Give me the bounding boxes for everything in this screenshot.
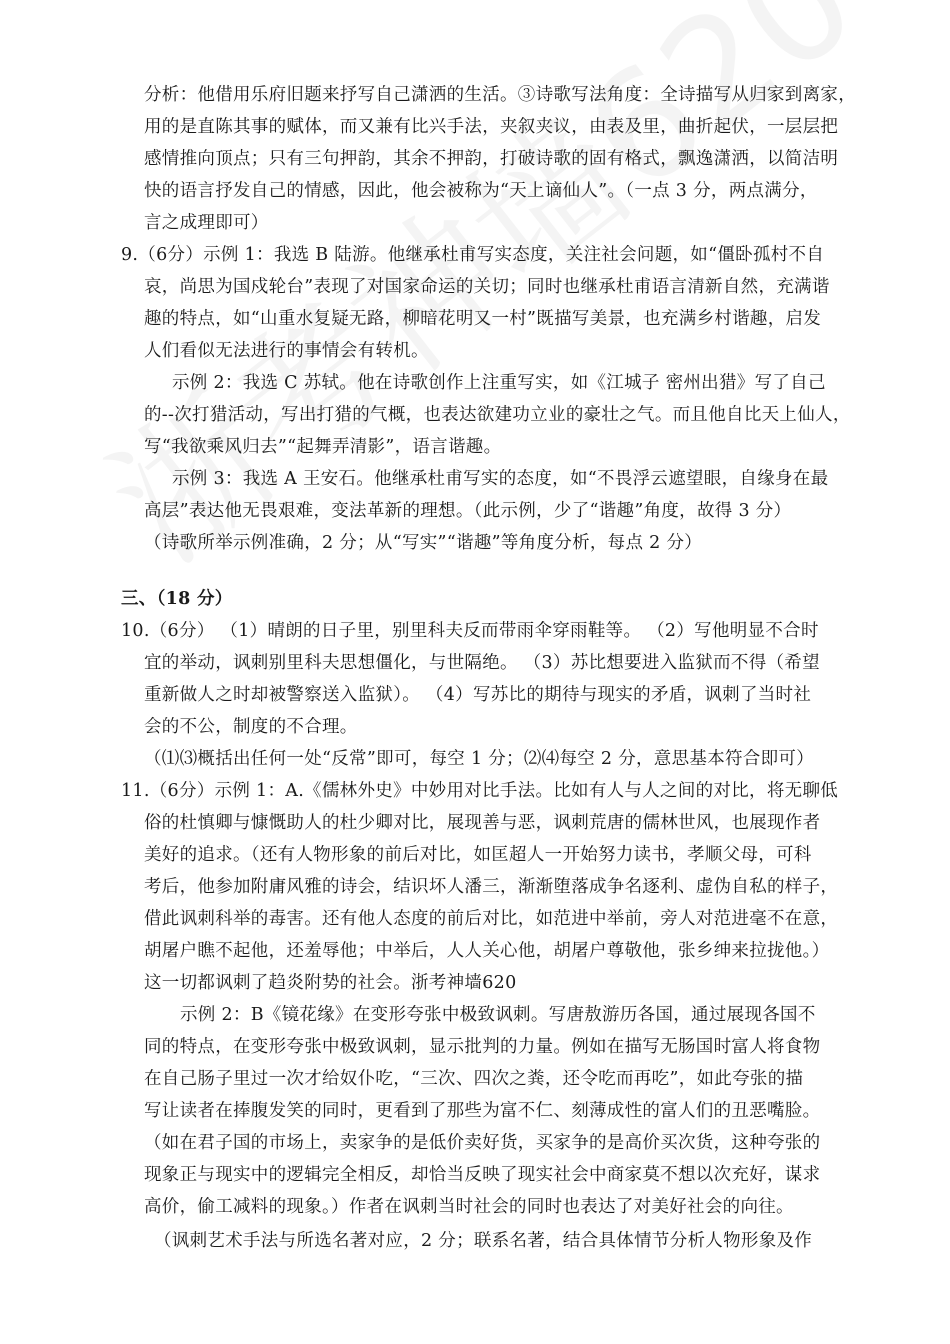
text-line: 同的特点，在变形夸张中极致讽刺，显示批判的力量。例如在描写无肠国时富人将食物 xyxy=(144,1037,821,1057)
text-line: 胡屠户瞧不起他，还羞辱他；中举后，人人关心他，胡屠户尊敬他，张乡绅来拉拢他。） xyxy=(144,941,830,961)
text-line: （⑴⑶概括出任何一处“反常”即可，每空 1 分；⑵⑷每空 2 分，意思基本符合即可） xyxy=(144,749,815,769)
text-line: 宜的举动，讽刺别里科夫思想僵化，与世隔绝。 （3）苏比想要进入监狱而不得（希望 xyxy=(144,653,820,673)
text-line: 感情推向顶点；只有三句押韵，其余不押韵，打破诗歌的固有格式，飘逸潇洒，以简洁明 xyxy=(144,149,839,169)
text-line: 趣的特点，如“山重水复疑无路，柳暗花明又一村”既描写美景，也充满乡村谐趣，启发 xyxy=(144,309,822,329)
text-line: 高层”表达他无畏艰难，变法革新的理想。（此示例，少了“谐趣”角度，故得 3 分） xyxy=(144,501,792,521)
section-heading: 三、（18 分） xyxy=(121,589,233,609)
text-line: 高价，偷工减料的现象。）作者在讽刺当时社会的同时也表达了对美好社会的向往。 xyxy=(144,1197,794,1217)
text-line: 人们看似无法进行的事情会有转机。 xyxy=(144,341,429,361)
text-line: 写让读者在捧腹发笑的同时，更看到了那些为富不仁、刻薄成性的富人们的丑恶嘴脸。 xyxy=(144,1101,821,1121)
question-9-line: 9.（6分）示例 1：我选 B 陆游。他继承杜甫写实态度，关注社会问题，如“僵卧孤村不自 xyxy=(121,245,825,265)
question-11-line: 11.（6分）示例 1：A.《儒林外史》中妙用对比手法。比如有人与人之间的对比，将无聊低 xyxy=(121,781,839,801)
question-10-line: 10.（6分） （1）晴朗的日子里，别里科夫反而带雨伞穿雨鞋等。 （2）写他明显不合时 xyxy=(121,621,819,641)
text-line: 分析：他借用乐府旧题来抒写自己潇洒的生活。③诗歌写法角度：全诗描写从归家到离家， xyxy=(144,85,856,105)
text-line: （讽刺艺术手法与所选名著对应，2 分；联系名著，结合具体情节分析人物形象及作 xyxy=(154,1231,813,1251)
text-line: 写“我欲乘风归去”“起舞弄清影”，语言谐趣。 xyxy=(144,437,502,457)
text-line: 这一切都讽刺了趋炎附势的社会。浙考神墙620 xyxy=(144,973,517,993)
text-line: 考后，他参加附庸风雅的诗会，结识坏人潘三，渐渐堕落成争名逐利、虚伪自私的样子， xyxy=(144,877,839,897)
text-line: （如在君子国的市场上，卖家争的是低价卖好货，买家争的是高价买次货，这种夸张的 xyxy=(144,1133,821,1153)
text-line: 俗的杜慎卿与慷慨助人的杜少卿对比，展现善与恶，讽刺荒唐的儒林世风，也展现作者 xyxy=(144,813,821,833)
text-line: 言之成理即可） xyxy=(144,213,269,233)
text-line: 重新做人之时却被警察送入监狱）。 （4）写苏比的期待与现实的矛盾，讽刺了当时社 xyxy=(144,685,812,705)
text-line: 示例 2：我选 C 苏轼。他在诗歌创作上注重写实，如《江城子 密州出猎》写了自己 xyxy=(172,373,826,393)
text-line: （诗歌所举示例准确，2 分；从“写实”“谐趣”等角度分析，每点 2 分） xyxy=(144,533,703,553)
text-line: 示例 2：B《镜花缘》在变形夸张中极致讽刺。写唐敖游历各国，通过展现各国不 xyxy=(180,1005,816,1025)
text-line: 快的语言抒发自己的情感，因此，他会被称为“天上谪仙人”。（一点 3 分，两点满分， xyxy=(144,181,818,201)
text-line: 的--次打猎活动，写出打猎的气概，也表达欲建功立业的豪壮之气。而且他自比天上仙人， xyxy=(144,405,851,425)
text-line: 哀，尚思为国戍轮台”表现了对国家命运的关切；同时也继承杜甫语言清新自然，充满谐 xyxy=(144,277,830,297)
text-line: 美好的追求。（还有人物形象的前后对比，如匡超人一开始努力读书，孝顺父母，可科 xyxy=(144,845,812,865)
text-line: 用的是直陈其事的赋体，而又兼有比兴手法，夹叙夹议，由表及里，曲折起伏，一层层把 xyxy=(144,117,839,137)
text-line: 借此讽刺科举的毒害。还有他人态度的前后对比，如范进中举前，旁人对范进毫不在意， xyxy=(144,909,839,929)
text-line: 示例 3：我选 A 王安石。他继承杜甫写实的态度，如“不畏浮云遮望眼，自缘身在最 xyxy=(172,469,829,489)
text-line: 会的不公，制度的不合理。 xyxy=(144,717,358,737)
text-line: 现象正与现实中的逻辑完全相反，却恰当反映了现实社会中商家莫不想以次充好，谋求 xyxy=(144,1165,821,1185)
text-line: 在自己肠子里过一次才给奴仆吃，“三次、四次之粪，还令吃而再吃”，如此夸张的描 xyxy=(144,1069,804,1089)
